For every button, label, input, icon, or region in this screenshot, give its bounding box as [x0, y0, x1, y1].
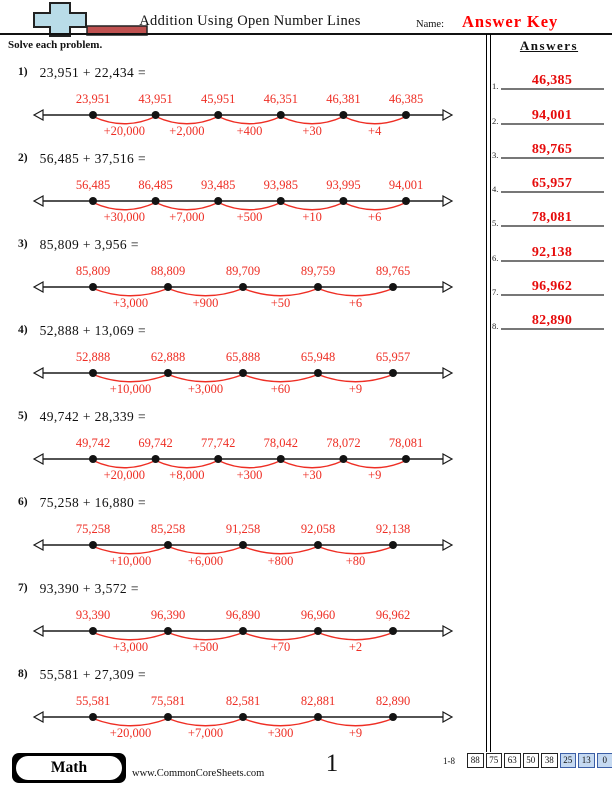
number-line-point — [314, 627, 322, 635]
point-label: 52,888 — [75, 350, 111, 364]
point-label: 46,385 — [388, 92, 424, 106]
problem-block — [0, 148, 482, 234]
answer-row — [492, 159, 606, 193]
number-line-point — [389, 627, 397, 635]
jump-arc — [168, 547, 243, 554]
number-line-point — [314, 541, 322, 549]
jump-label: +2 — [348, 640, 363, 654]
answer-value: 89,765 — [531, 141, 573, 157]
jump-arc — [243, 719, 318, 726]
answer-row — [492, 296, 606, 330]
number-line-svg — [28, 346, 458, 402]
problem-head — [0, 492, 482, 511]
left-arrowhead-icon — [34, 196, 43, 206]
header-divider — [0, 33, 612, 35]
point-label: 65,888 — [225, 350, 261, 364]
problem-equation: 49,742 + 28,339 = — [39, 409, 146, 424]
point-label: 75,258 — [75, 522, 111, 536]
jump-label: +2,000 — [169, 124, 205, 138]
jump-arc — [93, 461, 156, 468]
point-label: 78,072 — [326, 436, 361, 450]
number-line-svg — [28, 174, 458, 230]
point-label: 65,957 — [375, 350, 411, 364]
number-line-point — [239, 369, 247, 377]
answer-value: 96,962 — [531, 279, 573, 295]
problem-head — [0, 62, 482, 81]
number-line-point — [339, 111, 347, 119]
score-cell: 38 — [541, 753, 558, 768]
problem-block — [0, 664, 482, 750]
answer-row — [492, 262, 606, 296]
number-line-point — [164, 283, 172, 291]
jump-label: +400 — [236, 124, 263, 138]
answers-column — [492, 38, 606, 330]
score-strip — [467, 753, 612, 768]
number-line-point — [89, 541, 97, 549]
number-line-svg — [28, 604, 458, 660]
point-label: 96,960 — [300, 608, 336, 622]
point-label: 77,742 — [201, 436, 236, 450]
score-cell: 63 — [504, 753, 521, 768]
answer-value: 94,001 — [531, 107, 573, 123]
problem-head — [0, 234, 482, 253]
point-label: 86,485 — [138, 178, 173, 192]
jump-arc — [343, 203, 406, 210]
point-label: 65,948 — [300, 350, 336, 364]
point-label: 91,258 — [225, 522, 261, 536]
point-label: 96,890 — [225, 608, 261, 622]
jump-arc — [318, 289, 393, 296]
point-label: 89,765 — [375, 264, 411, 278]
left-arrowhead-icon — [34, 368, 43, 378]
point-label: 82,881 — [300, 694, 336, 708]
number-line-point — [389, 369, 397, 377]
left-arrowhead-icon — [34, 712, 43, 722]
problem-number: 5) — [18, 410, 28, 422]
jump-arc — [93, 289, 168, 296]
point-label: 89,759 — [300, 264, 336, 278]
problem-block — [0, 62, 482, 148]
jump-label: +9 — [368, 468, 382, 482]
problems — [0, 62, 482, 750]
point-label: 85,258 — [150, 522, 186, 536]
jump-label: +7,000 — [169, 210, 205, 224]
problem-equation: 23,951 + 22,434 = — [39, 65, 146, 80]
answer-row — [492, 193, 606, 227]
number-line-svg — [28, 432, 458, 488]
jump-arc — [93, 375, 168, 382]
jump-label: +300 — [267, 726, 294, 740]
point-label: 82,581 — [225, 694, 261, 708]
jump-arc — [343, 117, 406, 124]
jump-label: +80 — [345, 554, 366, 568]
problem-equation: 55,581 + 27,309 = — [39, 667, 146, 682]
answer-number: 5. — [492, 218, 499, 229]
point-label: 93,995 — [326, 178, 361, 192]
number-line-point — [389, 283, 397, 291]
jump-arc — [168, 719, 243, 726]
number-line-point — [402, 197, 410, 205]
score-range-label: 1-8 — [443, 756, 455, 766]
jump-label: +800 — [267, 554, 294, 568]
number-line-point — [89, 283, 97, 291]
number-line-point — [164, 541, 172, 549]
jump-arc — [218, 117, 281, 124]
point-label: 69,742 — [138, 436, 173, 450]
problem-number: 1) — [18, 66, 28, 78]
point-label: 89,709 — [225, 264, 261, 278]
point-label: 75,581 — [150, 694, 186, 708]
number-line-point — [389, 713, 397, 721]
number-line-point — [89, 713, 97, 721]
right-arrowhead-icon — [443, 110, 452, 120]
right-arrowhead-icon — [443, 626, 452, 636]
jump-label: +3,000 — [187, 382, 224, 396]
page-number: 1 — [325, 750, 339, 777]
jump-label: +30,000 — [103, 210, 146, 224]
answer-row — [492, 56, 606, 90]
left-arrowhead-icon — [34, 540, 43, 550]
problem-equation: 56,485 + 37,516 = — [39, 151, 146, 166]
subject-badge — [12, 753, 126, 783]
jump-label: +500 — [236, 210, 263, 224]
jump-label: +4 — [368, 124, 382, 138]
answer-row — [492, 227, 606, 261]
jump-arc — [168, 375, 243, 382]
number-line-point — [89, 627, 97, 635]
jump-arc — [318, 547, 393, 554]
point-label: 43,951 — [138, 92, 173, 106]
jump-label: +30 — [302, 124, 322, 138]
jump-label: +9 — [348, 382, 363, 396]
number-line-point — [152, 455, 160, 463]
jump-arc — [156, 203, 219, 210]
jump-arc — [156, 117, 219, 124]
answer-blank-line — [501, 328, 604, 330]
number-line-point — [339, 455, 347, 463]
jump-arc — [243, 547, 318, 554]
jump-arc — [218, 461, 281, 468]
subject-label: Math — [16, 756, 122, 780]
name-label: Name: — [416, 19, 444, 30]
jump-arc — [93, 547, 168, 554]
problem-equation: 93,390 + 3,572 = — [39, 581, 139, 596]
point-label: 46,351 — [263, 92, 298, 106]
jump-label: +20,000 — [109, 726, 152, 740]
jump-arc — [168, 289, 243, 296]
jump-arc — [93, 117, 156, 124]
jump-arc — [156, 461, 219, 468]
point-label: 23,951 — [75, 92, 111, 106]
score-cell: 88 — [467, 753, 484, 768]
number-line-point — [214, 111, 222, 119]
jump-label: +70 — [270, 640, 291, 654]
point-label: 78,081 — [388, 436, 424, 450]
answer-number: 2. — [492, 115, 499, 126]
right-arrowhead-icon — [443, 196, 452, 206]
problem-number: 6) — [18, 496, 28, 508]
jump-label: +20,000 — [103, 124, 146, 138]
jump-label: +10,000 — [109, 382, 152, 396]
number-line-point — [339, 197, 347, 205]
problem-head — [0, 148, 482, 167]
number-line-point — [277, 111, 285, 119]
answer-row — [492, 90, 606, 124]
problem-block — [0, 320, 482, 406]
score-cell: 0 — [597, 753, 612, 768]
point-label: 96,390 — [150, 608, 186, 622]
jump-arc — [281, 117, 344, 124]
jump-arc — [318, 719, 393, 726]
problem-block — [0, 492, 482, 578]
jump-label: +7,000 — [187, 726, 224, 740]
answer-row — [492, 125, 606, 159]
answer-key-label: Answer Key — [462, 12, 559, 31]
number-line-point — [89, 111, 97, 119]
point-label: 92,138 — [375, 522, 411, 536]
number-line-point — [164, 713, 172, 721]
number-line-point — [152, 197, 160, 205]
jump-label: +900 — [192, 296, 219, 310]
number-line-point — [389, 541, 397, 549]
point-label: 78,042 — [263, 436, 298, 450]
point-label: 96,962 — [375, 608, 411, 622]
left-arrowhead-icon — [34, 282, 43, 292]
jump-arc — [218, 203, 281, 210]
point-label: 93,985 — [263, 178, 298, 192]
answer-number: 6. — [492, 252, 499, 263]
problem-equation: 52,888 + 13,069 = — [39, 323, 146, 338]
jump-arc — [93, 719, 168, 726]
left-arrowhead-icon — [34, 626, 43, 636]
score-cell: 25 — [560, 753, 577, 768]
left-arrowhead-icon — [34, 110, 43, 120]
problem-head — [0, 578, 482, 597]
jump-label: +6,000 — [187, 554, 224, 568]
score-cell: 75 — [486, 753, 503, 768]
problem-block — [0, 578, 482, 664]
jump-label: +6 — [368, 210, 382, 224]
point-label: 49,742 — [75, 436, 111, 450]
jump-label: +50 — [270, 296, 291, 310]
jump-arc — [318, 375, 393, 382]
problem-number: 4) — [18, 324, 28, 336]
problem-number: 7) — [18, 582, 28, 594]
jump-arc — [281, 203, 344, 210]
right-arrowhead-icon — [443, 282, 452, 292]
number-line-point — [239, 541, 247, 549]
answer-rows — [492, 56, 606, 330]
jump-label: +10,000 — [109, 554, 152, 568]
number-line-point — [402, 111, 410, 119]
jump-label: +9 — [348, 726, 363, 740]
number-line-point — [314, 713, 322, 721]
jump-label: +60 — [270, 382, 291, 396]
answer-number: 3. — [492, 149, 499, 160]
answer-number: 7. — [492, 287, 499, 298]
point-label: 88,809 — [150, 264, 186, 278]
point-label: 85,809 — [75, 264, 111, 278]
jump-arc — [281, 461, 344, 468]
jump-arc — [243, 375, 318, 382]
jump-label: +300 — [236, 468, 263, 482]
jump-label: +6 — [348, 296, 363, 310]
answer-value: 92,138 — [531, 244, 573, 260]
problem-head — [0, 664, 482, 683]
jump-label: +3,000 — [112, 296, 149, 310]
jump-label: +10 — [302, 210, 322, 224]
point-label: 92,058 — [300, 522, 336, 536]
problem-equation: 85,809 + 3,956 = — [39, 237, 139, 252]
point-label: 93,485 — [201, 178, 236, 192]
number-line-svg — [28, 690, 458, 746]
number-line-point — [277, 197, 285, 205]
left-arrowhead-icon — [34, 454, 43, 464]
jump-arc — [93, 203, 156, 210]
number-line-point — [89, 197, 97, 205]
right-arrowhead-icon — [443, 540, 452, 550]
jump-arc — [168, 633, 243, 640]
problem-number: 2) — [18, 152, 28, 164]
number-line-svg — [28, 260, 458, 316]
number-line-point — [314, 369, 322, 377]
answer-number: 1. — [492, 81, 499, 92]
number-line-point — [152, 111, 160, 119]
number-line-point — [164, 369, 172, 377]
point-label: 62,888 — [150, 350, 186, 364]
answer-value: 65,957 — [531, 176, 573, 192]
number-line-point — [239, 627, 247, 635]
answers-separator — [486, 34, 491, 752]
right-arrowhead-icon — [443, 454, 452, 464]
jump-label: +30 — [302, 468, 322, 482]
score-cell: 50 — [523, 753, 540, 768]
number-line-point — [164, 627, 172, 635]
answers-header: Answers — [519, 38, 579, 53]
number-line-point — [89, 369, 97, 377]
point-label: 94,001 — [388, 178, 424, 192]
problem-head — [0, 406, 482, 425]
plus-icon — [34, 3, 86, 36]
answer-number: 8. — [492, 321, 499, 332]
problem-head — [0, 320, 482, 339]
point-label: 56,485 — [75, 178, 111, 192]
problem-equation: 75,258 + 16,880 = — [39, 495, 146, 510]
right-arrowhead-icon — [443, 712, 452, 722]
jump-arc — [243, 289, 318, 296]
answer-value: 46,385 — [531, 73, 573, 89]
jump-label: +3,000 — [112, 640, 149, 654]
problem-block — [0, 406, 482, 492]
answer-value: 78,081 — [531, 210, 573, 226]
jump-label: +500 — [192, 640, 219, 654]
answer-number: 4. — [492, 184, 499, 195]
problem-number: 3) — [18, 238, 28, 250]
number-line-point — [402, 455, 410, 463]
point-label: 45,951 — [201, 92, 236, 106]
problem-block — [0, 234, 482, 320]
number-line-svg — [28, 518, 458, 574]
number-line-point — [277, 455, 285, 463]
number-line-svg — [28, 88, 458, 144]
jump-label: +8,000 — [169, 468, 205, 482]
number-line-point — [239, 283, 247, 291]
point-label: 82,890 — [375, 694, 411, 708]
jump-arc — [93, 633, 168, 640]
page-title: Addition Using Open Number Lines — [139, 13, 361, 29]
point-label: 93,390 — [75, 608, 111, 622]
jump-arc — [318, 633, 393, 640]
score-cell: 13 — [578, 753, 595, 768]
jump-arc — [343, 461, 406, 468]
right-arrowhead-icon — [443, 368, 452, 378]
number-line-point — [214, 197, 222, 205]
jump-arc — [243, 633, 318, 640]
point-label: 55,581 — [75, 694, 111, 708]
problem-number: 8) — [18, 668, 28, 680]
number-line-point — [314, 283, 322, 291]
jump-label: +20,000 — [103, 468, 146, 482]
point-label: 46,381 — [326, 92, 361, 106]
instructions-text: Solve each problem. — [8, 39, 103, 51]
number-line-point — [239, 713, 247, 721]
number-line-point — [89, 455, 97, 463]
website-url: www.CommonCoreSheets.com — [132, 768, 265, 779]
number-line-point — [214, 455, 222, 463]
answer-value: 82,890 — [531, 313, 573, 329]
